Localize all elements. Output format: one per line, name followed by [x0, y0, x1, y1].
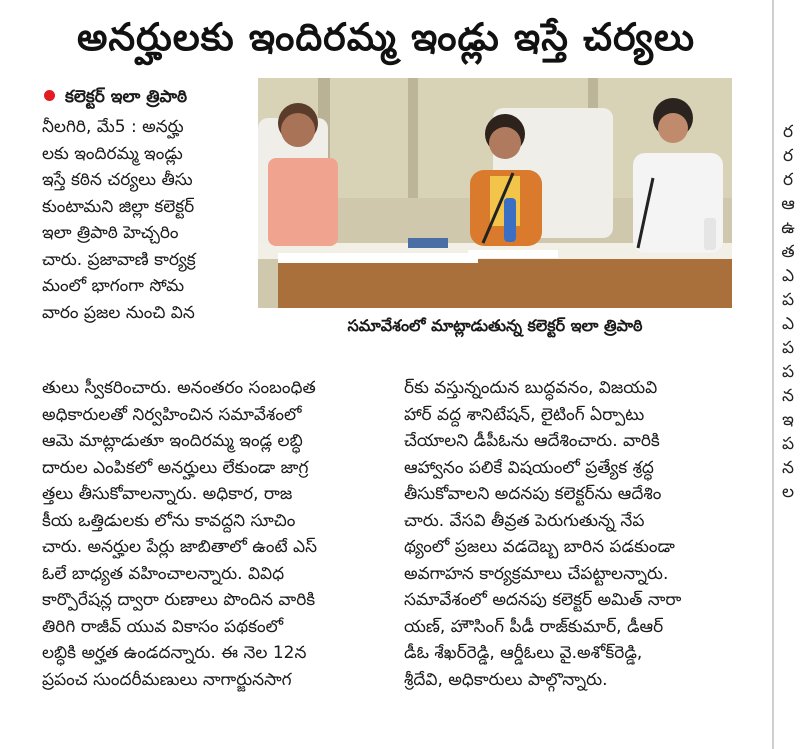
strip-glyph: న	[782, 458, 794, 478]
article-line: త్తలు తీసుకోవాలన్నారు. అధికార, రాజ	[42, 484, 293, 504]
strip-glyph: న	[782, 386, 794, 406]
strip-glyph: ప	[781, 290, 795, 310]
article-line: అధికారులతో నిర్వహించిన సమావేశంలో	[42, 404, 302, 425]
article-line: దారుల ఎంపికలో అనర్హులు లేకుండా జాగ్ర	[42, 457, 309, 478]
article-line: తిరిగి రాజీవ్ యువ వికాసం పథకంలో	[42, 616, 284, 637]
article-line: కుంటామని జిల్లా కలెక్టర్	[42, 196, 195, 217]
article-line: అవగాహన కార్యక్రమాలు చేపట్టాలన్నారు.	[404, 563, 669, 584]
strip-glyph: ర	[782, 170, 794, 190]
article-line: కార్పొరేషన్ల ద్వారా రుణాలు పొందిన వారికి	[42, 590, 316, 610]
article-line: కీయ ఒత్తిడులకు లోను కావద్దని సూచిం	[42, 510, 296, 531]
strip-glyph: ఇ	[782, 410, 794, 430]
article-line: చారు. అనర్హుల పేర్లు జాబితాలో ఉంటే ఎస్	[42, 537, 318, 557]
article-line: తీసుకోవాలని అదనపు కలెక్టర్‌ను ఆదేశిం	[404, 484, 662, 504]
article-line: సమావేశంలో అదనపు కలెక్టర్ అమిత్ నారా	[404, 590, 682, 610]
article-line: థ్యంలో ప్రజలు వడదెబ్బ బారిన పడకుండా	[404, 537, 675, 557]
headline: అనర్హులకు ఇందిరమ్మ ఇండ్లు ఇస్తే చర్యలు	[76, 15, 696, 59]
article-line: వారం ప్రజల నుంచి విన	[42, 302, 195, 323]
strip-glyph: త	[781, 242, 795, 262]
article-line: లబ్ధికి అర్హత ఉండదన్నారు. ఈ నెల 12న	[42, 643, 307, 663]
article-line: ఆమె మాట్లాడుతూ ఇందిరమ్మ ఇండ్ల లబ్ధి	[42, 431, 303, 451]
article-column-right	[404, 375, 770, 693]
adjacent-article-strip	[776, 120, 800, 749]
article-line: ప్రపంచ సుందరీమణులు నాగార్జునసాగ	[42, 669, 292, 690]
byline-text: కలెక్టర్ ఇలా త్రిపాఠి	[65, 87, 188, 107]
photo-caption: సమావేశంలో మాట్లాడుతున్న కలెక్టర్ ఇలా త్రిపాఠి	[347, 316, 643, 335]
strip-glyph: ఉ	[781, 218, 795, 238]
article-column-left	[42, 375, 392, 693]
article-line: శ్రీదేవి, అధికారులు పాల్గొన్నారు.	[404, 669, 608, 690]
strip-glyph: ఎ	[781, 314, 795, 334]
article-line: లకు ఇందిరమ్మ ఇండ్లు	[42, 143, 183, 164]
article-line: మంలో భాగంగా సోమ	[42, 276, 185, 296]
strip-glyph: ల	[781, 482, 795, 502]
article-line: ర్‌కు వస్తున్నందున బుద్ధవనం, విజయవి	[404, 378, 658, 398]
article-line: నీలగిరి, మే5 : అనర్హు	[42, 117, 184, 137]
article-column-top	[42, 114, 252, 326]
byline	[44, 84, 187, 110]
strip-glyph: ప	[781, 434, 795, 454]
article-line: ఇలా త్రిపాఠి హెచ్చరిం	[42, 223, 179, 243]
strip-glyph: ర	[782, 122, 794, 142]
strip-glyph: ర	[782, 146, 794, 166]
article-line: చారు. ప్రజావాణి కార్యక్ర	[42, 249, 196, 270]
strip-glyph: ప	[781, 338, 795, 358]
article-line: చారు. వేసవి తీవ్రత పెరుగుతున్న నేప	[404, 510, 645, 531]
meeting-photo	[258, 78, 732, 308]
strip-glyph: ఆ	[781, 194, 795, 214]
strip-glyph: ఎ	[781, 266, 795, 286]
article-line: ఇస్తే కఠిన చర్యలు తీసు	[42, 170, 193, 190]
column-divider	[772, 0, 774, 749]
article-line: తులు స్వీకరించారు. అనంతరం సంబంధిత	[42, 378, 316, 398]
red-dot-icon	[44, 90, 55, 101]
article-line: డీఓ శేఖర్‌రెడ్డి, ఆర్డీఓలు వై.అశోక్‌రెడ్డి,	[404, 643, 643, 663]
article-line: యణ్, హౌసింగ్ పీడీ రాజ్‌కుమార్, డీఆర్	[404, 616, 664, 637]
article-line: హార్ వద్ద శానిటేషన్, లైటింగ్ ఏర్పాటు	[404, 404, 645, 425]
article-line: చేయాలని డీపీఓను ఆదేశించారు. వారికి	[404, 431, 660, 451]
strip-glyph: ప	[781, 362, 795, 382]
article-line: ఓలే బాధ్యత వహించాలన్నారు. వివిధ	[42, 563, 285, 584]
article-line: ఆహ్వానం పలికే విషయంలో ప్రత్యేక శ్రద్ధ	[404, 457, 654, 478]
